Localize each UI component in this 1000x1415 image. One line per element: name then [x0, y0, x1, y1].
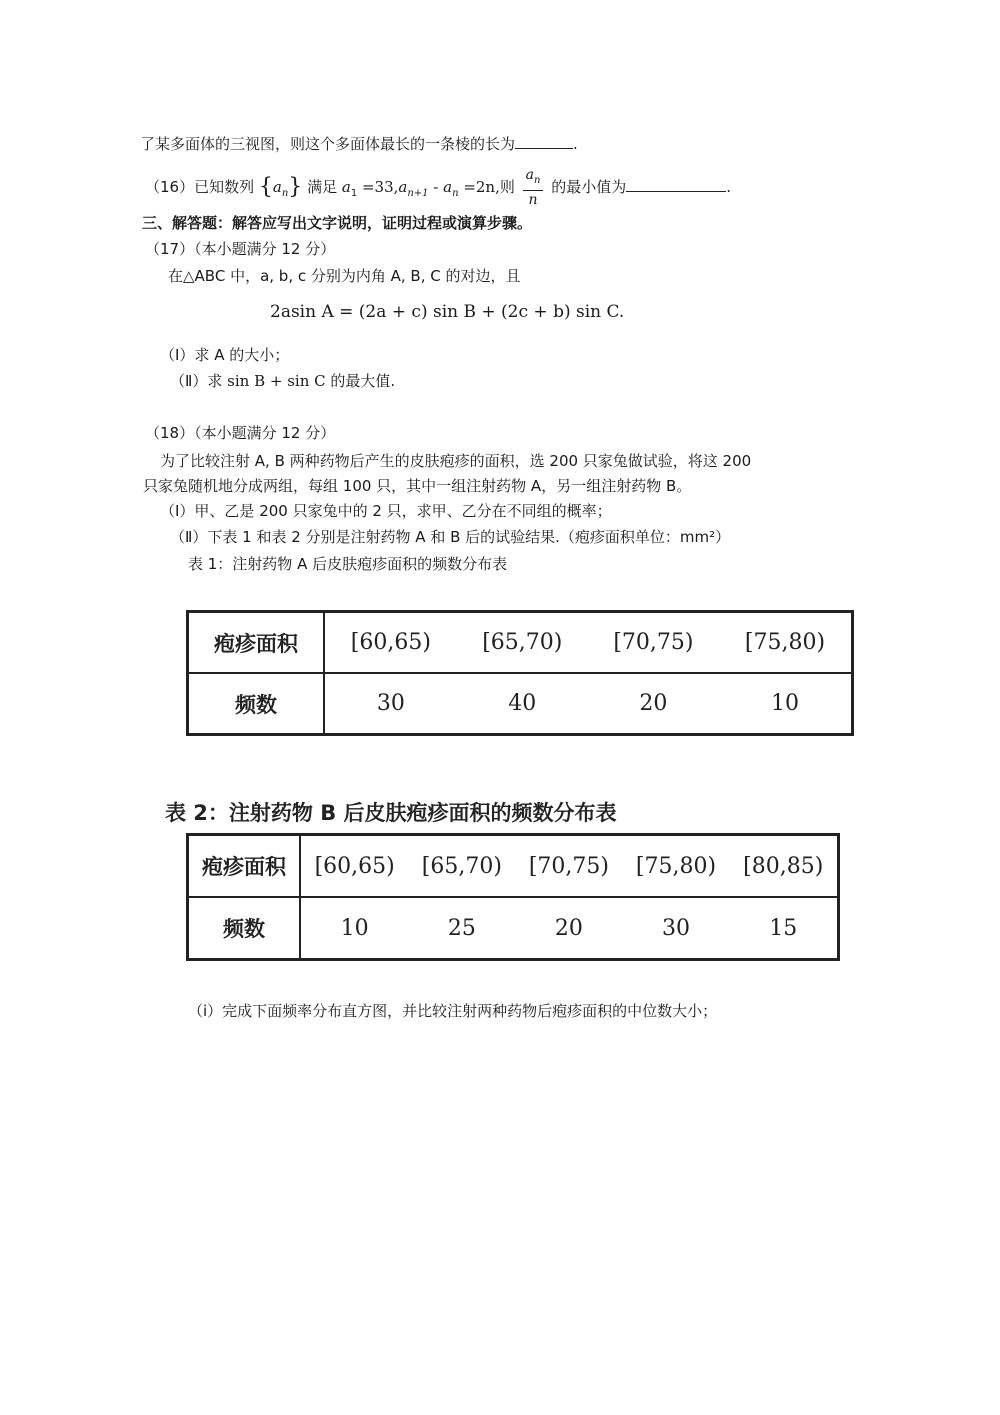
table2-count: 25	[408, 897, 515, 960]
table1-count: 40	[457, 673, 588, 735]
eq1: =33,	[357, 177, 399, 196]
table2-count: 15	[729, 897, 838, 960]
q17-equation: 2asin A = (2a + c) sin B + (2c + b) sin C.	[270, 302, 625, 322]
q17-header: （17）（本小题满分 12 分）	[145, 240, 336, 258]
eq2: =2n,	[458, 177, 500, 196]
table2-frequency	[186, 833, 840, 961]
fraction-numerator: a	[525, 167, 535, 183]
table1-header-freq: 频数	[188, 673, 325, 735]
table1-count: 20	[588, 673, 719, 735]
table2-interval: [65,70)	[408, 835, 515, 898]
table1-interval: [70,75)	[588, 612, 719, 674]
sequence-sub: n	[281, 187, 289, 199]
table1-count: 30	[324, 673, 457, 735]
table2-header-area: 疱疹面积	[188, 835, 301, 898]
q18-subpart-i: （ⅰ）完成下面频率分布直方图，并比较注射两种药物后疱疹面积的中位数大小；	[188, 1002, 718, 1020]
an1-term: a	[398, 177, 408, 196]
q17-part2-expr: sin B + sin C	[227, 372, 326, 390]
table2-interval-row	[188, 835, 839, 898]
q16-line	[145, 166, 731, 206]
fraction-numerator-sub: n	[534, 174, 541, 186]
table1-caption: 表 1：注射药物 A 后皮肤疱疹面积的频数分布表	[188, 555, 508, 573]
q18-para2: 只家兔随机地分成两组，每组 100 只，其中一组注射药物 A，另一组注射药物 B。	[143, 477, 692, 495]
table1-interval: [60,65)	[324, 612, 457, 674]
q15-answer-blank[interactable]	[515, 134, 573, 149]
q18-para1: 为了比较注射 A, B 两种药物后产生的皮肤疱疹的面积，选 200 只家兔做试验，将这 200	[160, 452, 752, 470]
section-3-heading: 三、解答题：解答应写出文字说明，证明过程或演算步骤。	[142, 214, 533, 232]
table1-interval-row	[188, 612, 853, 674]
q15-tail: .	[573, 135, 578, 153]
table1-count-row	[188, 673, 853, 735]
q18-part2: （Ⅱ）下表 1 和表 2 分别是注射药物 A 和 B 后的试验结果.（疱疹面积单位：mm²）	[170, 528, 731, 546]
table2-count: 30	[622, 897, 729, 960]
table2-interval: [80,85)	[729, 835, 838, 898]
table2-count: 20	[515, 897, 622, 960]
q16-suffix: 的最小值为	[551, 177, 627, 196]
q17-part1: （Ⅰ）求 A 的大小；	[160, 346, 290, 364]
q17-part2-suffix: 的最大值.	[330, 372, 396, 390]
q16-tail: .	[726, 177, 732, 196]
table2-interval: [75,80)	[622, 835, 729, 898]
a1-sub: 1	[350, 187, 358, 199]
q17-intro: 在△ABC 中，a, b, c 分别为内角 A, B, C 的对边，且	[168, 267, 521, 285]
table1-count: 10	[719, 673, 853, 735]
table1-frequency	[186, 610, 854, 736]
an-sub: n	[452, 187, 459, 199]
q16-then: 则	[499, 177, 515, 196]
q17-part2	[170, 370, 395, 391]
sequence-a: a	[272, 177, 282, 196]
right-brace-symbol: }	[288, 174, 303, 200]
table2-interval: [70,75)	[515, 835, 622, 898]
q18-part1: （Ⅰ）甲、乙是 200 只家兔中的 2 只，求甲、乙分在不同组的概率；	[160, 502, 612, 520]
table1-interval: [75,80)	[719, 612, 853, 674]
q17-part2-prefix: （Ⅱ）求	[170, 372, 223, 390]
table2-count: 10	[300, 897, 408, 960]
q15-line	[140, 133, 578, 154]
fraction-denominator: n	[528, 191, 538, 208]
q18-header: （18）（本小题满分 12 分）	[145, 424, 336, 442]
table1-interval: [65,70)	[457, 612, 588, 674]
an1-sub: n+1	[407, 187, 429, 199]
q16-answer-blank[interactable]	[626, 177, 726, 192]
table2-interval: [60,65)	[300, 835, 408, 898]
an-term: a	[443, 177, 453, 196]
left-brace-symbol: {	[258, 174, 273, 200]
an-over-n-fraction	[523, 166, 544, 209]
table2-caption: 表 2：注射药物 B 后皮肤疱疹面积的频数分布表	[165, 801, 617, 825]
table2-count-row	[188, 897, 839, 960]
a1-term: a	[341, 177, 351, 196]
q16-mid: 满足	[307, 177, 338, 196]
q15-text: 了某多面体的三视图，则这个多面体最长的一条棱的长为	[140, 135, 516, 153]
table1-header-area: 疱疹面积	[188, 612, 325, 674]
table2-header-freq: 频数	[188, 897, 301, 960]
q16-prefix: （16）已知数列	[145, 177, 255, 196]
minus-sign: -	[428, 177, 444, 196]
